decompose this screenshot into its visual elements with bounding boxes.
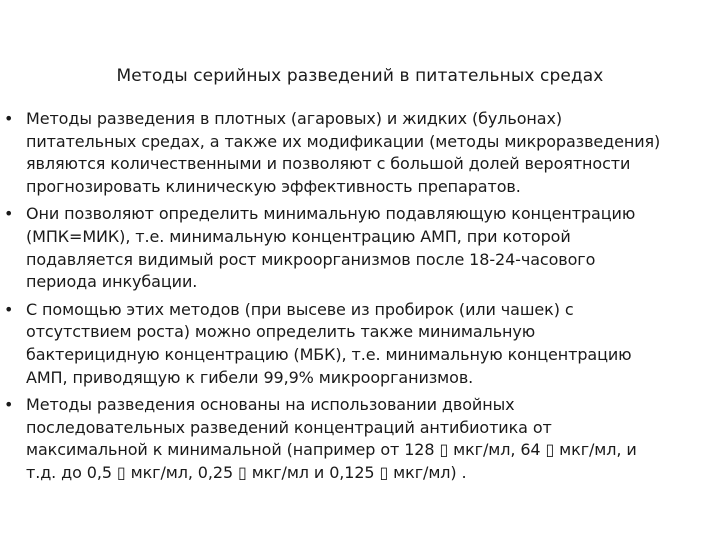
bullet-line: максимальной к минимальной (например от 128 ▯ мкг/мл, 64 ▯ мкг/мл, и xyxy=(26,440,637,460)
bullet-line: т.д. до 0,5 ▯ мкг/мл, 0,25 ▯ мкг/мл и 0,125 ▯ мкг/мл) . xyxy=(26,462,467,482)
bullet-line: (МПК=МИК), т.е. минимальную концентрацию АМП, при которой xyxy=(26,226,571,246)
bullet-line: АМП, приводящую к гибели 99,9% микроорганизмов. xyxy=(26,367,474,387)
bullet-icon: • xyxy=(4,109,14,128)
bullet-line: питательных средах, а также их модификации (методы микроразведения) xyxy=(26,131,661,151)
bullet-line: подавляется видимый рост микроорганизмов после 18-24-часового xyxy=(26,249,596,269)
bullet-item xyxy=(0,299,720,389)
bullet-item xyxy=(0,203,720,293)
bullet-icon: • xyxy=(4,299,14,319)
bullet-icon: • xyxy=(4,395,14,415)
bullet-line: прогнозировать клиническую эффективность препаратов. xyxy=(26,176,521,196)
bullet-item xyxy=(0,108,720,198)
bullet-item xyxy=(0,394,720,484)
bullet-line: С помощью этих методов (при высеве из пробирок (или чашек) с xyxy=(26,299,574,319)
bullet-icon: • xyxy=(4,204,14,224)
bullet-line: Методы разведения основаны на использовании двойных xyxy=(26,395,515,415)
bullet-line: Они позволяют определить минимальную подавляющую концентрацию xyxy=(26,204,636,224)
bullet-line: бактерицидную концентрацию (МБК), т.е. минимальную концентрацию xyxy=(26,344,632,364)
bullet-line: отсутствием роста) можно определить также минимальную xyxy=(26,322,536,342)
bullet-line: последовательных разведений концентраций антибиотика от xyxy=(26,417,552,437)
bullet-line: периода инкубации. xyxy=(26,272,198,292)
bullet-line: являются количественными и позволяют с большой долей вероятности xyxy=(26,154,631,174)
slide-title: Методы серийных разведений в питательных средах xyxy=(116,66,604,86)
bullet-list xyxy=(0,108,720,490)
bullet-line: Методы разведения в плотных (агаровых) и жидких (бульонах) xyxy=(26,109,562,128)
